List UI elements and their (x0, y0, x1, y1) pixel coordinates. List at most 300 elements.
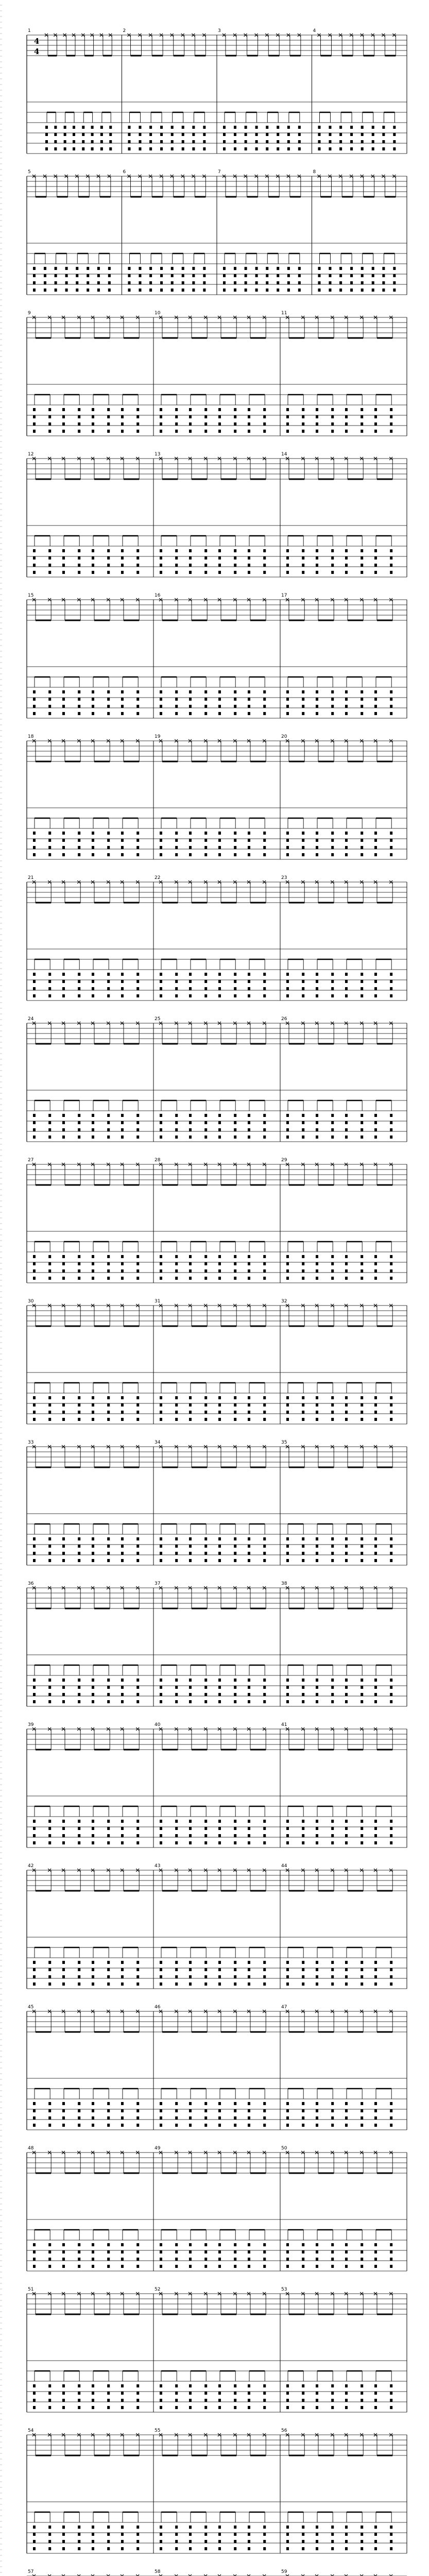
tab-fret (204, 853, 207, 856)
tab-fret (302, 2258, 304, 2261)
tab-fret (48, 1128, 51, 1131)
tab-fret (136, 994, 139, 997)
tab-fret (33, 564, 36, 567)
tab-fret (33, 2102, 36, 2105)
tab-fret (204, 832, 207, 835)
tab-fret (100, 147, 103, 150)
tab-fret (78, 1700, 80, 1703)
tab-fret (175, 2116, 178, 2120)
tab-fret (263, 2265, 266, 2268)
measure-number: 3 (218, 28, 221, 33)
tab-fret (92, 1136, 94, 1139)
tab-fret (329, 274, 331, 277)
measure-number: 26 (281, 1016, 287, 1022)
tab-fret (248, 1827, 250, 1830)
tab-fret (248, 1269, 250, 1273)
tab-fret (331, 839, 334, 842)
measure-number: 4 (313, 28, 316, 33)
tab-fret (108, 274, 111, 277)
tab-fret (204, 1545, 207, 1548)
tab-fret (92, 2250, 94, 2253)
tab-fret (302, 1841, 304, 1844)
tab-fret (160, 690, 162, 693)
tab-fret (189, 549, 192, 552)
tab-fret (248, 2399, 250, 2402)
tab-fret (189, 1968, 192, 1971)
tab-fret (302, 1537, 304, 1540)
tab-fret (33, 2392, 36, 2395)
tab-fret (160, 549, 162, 552)
tab-fret (345, 1262, 348, 1265)
tab-fret (204, 2533, 207, 2536)
tab-fret (361, 281, 364, 284)
tab-fret (92, 2243, 94, 2246)
tab-fret (316, 1841, 318, 1844)
tab-fret (248, 556, 250, 560)
tab-fret (160, 1255, 162, 1258)
tab-fret (218, 1552, 221, 1555)
tab-fret (107, 1121, 110, 1124)
tab-fret (136, 2526, 139, 2529)
tab-fret (121, 564, 124, 567)
tab-fret (189, 1679, 192, 1682)
tab-fret (160, 1975, 162, 1978)
tab-fret (302, 415, 304, 418)
tab-fret (302, 1128, 304, 1131)
tab-fret (175, 2243, 178, 2246)
tab-fret (189, 973, 192, 976)
tab-fret (107, 2526, 110, 2529)
tab-fret (218, 549, 221, 552)
tab-fret (204, 973, 207, 976)
tab-fret (62, 712, 65, 715)
tab-fret (345, 1418, 348, 1421)
tab-fret (62, 1411, 65, 1414)
system (27, 2287, 407, 2412)
tab-fret (248, 2124, 250, 2127)
tab-fret (390, 2258, 392, 2261)
tab-fret (64, 126, 66, 129)
tab-fret (255, 267, 258, 270)
tab-fret (78, 2540, 80, 2543)
tab-fret (203, 274, 205, 277)
tab-fret (175, 1552, 178, 1555)
tab-fret (204, 549, 207, 552)
tab-fret (136, 2399, 139, 2402)
tab-fret (316, 705, 318, 708)
tab-fret (48, 1136, 51, 1139)
tab-fret (263, 1841, 266, 1844)
tab-fret (136, 980, 139, 983)
tab-fret (286, 2265, 289, 2268)
tab-fret (48, 2526, 51, 2529)
tab-fret (372, 267, 374, 270)
tab-fret (234, 832, 236, 835)
tab-fret (107, 1679, 110, 1682)
tab-fret (277, 126, 279, 129)
tab-fret (160, 853, 162, 856)
measure (28, 1722, 153, 1848)
tab-fret (160, 571, 162, 574)
tab-fret (160, 564, 162, 567)
tab-fret (160, 2540, 162, 2543)
measure (218, 28, 312, 154)
measure-number: 16 (155, 593, 161, 598)
tab-fret (33, 690, 36, 693)
tab-fret (302, 430, 304, 433)
tab-fret (78, 1262, 80, 1265)
tab-fret (331, 1834, 334, 1837)
tab-fret (345, 1277, 348, 1280)
tab-fret (361, 556, 363, 560)
tab-fret (234, 2406, 236, 2409)
tab-fret (160, 415, 162, 418)
tab-fret (78, 2265, 80, 2268)
tab-fret (223, 267, 226, 270)
measure-number: 48 (28, 2146, 34, 2151)
tab-fret (263, 1269, 266, 1273)
tab-fret (175, 2250, 178, 2253)
tab-fret (248, 1121, 250, 1124)
tab-fret (33, 2540, 36, 2543)
system (27, 1581, 407, 1706)
tab-fret (45, 133, 48, 136)
tab-fret (92, 2258, 94, 2261)
tab-fret (234, 2258, 236, 2261)
tab-fret (316, 1269, 318, 1273)
tab-fret (286, 839, 289, 842)
tab-fret (45, 147, 48, 150)
tab-fret (234, 1841, 236, 1844)
tab-fret (361, 980, 363, 983)
tab-fret (390, 2406, 392, 2409)
tab-fret (331, 1686, 334, 1689)
measure (281, 875, 407, 1001)
tab-fret (203, 140, 205, 143)
tab-fret (331, 1961, 334, 1964)
tab-fret (78, 2526, 80, 2529)
tab-fret (121, 1269, 124, 1273)
tab-fret (286, 422, 289, 426)
tab-fret (374, 980, 377, 983)
tab-fret (361, 1255, 363, 1258)
tab-fret (316, 2547, 318, 2550)
tab-fret (48, 1396, 51, 1399)
tab-fret (107, 2243, 110, 2246)
tab-fret (218, 2540, 221, 2543)
measure (28, 2146, 153, 2271)
tab-fret (218, 1545, 221, 1548)
tab-fret (361, 698, 363, 701)
tab-fret (390, 839, 392, 842)
tab-fret (149, 289, 152, 292)
measure-number: 51 (28, 2287, 34, 2292)
tab-fret (62, 839, 65, 842)
tab-fret (331, 1262, 334, 1265)
tab-fret (263, 1545, 266, 1548)
tab-fret (65, 267, 68, 270)
tab-fret (263, 415, 266, 418)
tab-fret (62, 2384, 65, 2387)
tab-fret (160, 1418, 162, 1421)
tab-fret (286, 1827, 289, 1830)
tab-fret (139, 140, 141, 143)
tab-fret (92, 2124, 94, 2127)
tab-fret (255, 126, 258, 129)
measure (155, 734, 280, 859)
tab-fret (136, 712, 139, 715)
tab-fret (62, 980, 65, 983)
tab-fret (175, 987, 178, 990)
tab-fret (121, 1403, 124, 1406)
tab-fret (302, 1262, 304, 1265)
tab-fret (234, 1820, 236, 1823)
tab-fret (298, 289, 301, 292)
tab-fret (302, 2547, 304, 2550)
tab-fret (78, 1136, 80, 1139)
tab-fret (139, 133, 141, 136)
tab-fret (263, 408, 266, 411)
tab-fret (189, 1537, 192, 1540)
tab-fret (218, 1128, 221, 1131)
tab-fret (136, 690, 139, 693)
tab-fret (263, 1693, 266, 1696)
tab-fret (361, 1975, 363, 1978)
tab-fret (234, 2109, 236, 2112)
tab-fret (92, 2102, 94, 2105)
system (27, 2146, 407, 2271)
tab-fret (107, 2250, 110, 2253)
tab-fret (331, 2124, 334, 2127)
tab-fret (92, 2533, 94, 2536)
tab-fret (218, 2399, 221, 2402)
tab-fret (91, 126, 94, 129)
tab-fret (234, 274, 236, 277)
tab-fret (361, 1277, 363, 1280)
tab-fret (78, 1834, 80, 1837)
tab-fret (48, 415, 51, 418)
tab-fret (218, 1827, 221, 1830)
tab-fret (189, 987, 192, 990)
tab-fret (331, 2406, 334, 2409)
tab-fret (48, 2265, 51, 2268)
tab-fret (92, 1827, 94, 1830)
tab-fret (374, 832, 377, 835)
tab-fret (331, 2540, 334, 2543)
tab-fret (374, 1114, 377, 1117)
tab-fret (374, 1545, 377, 1548)
tab-fret (48, 2540, 51, 2543)
tab-fret (160, 2406, 162, 2409)
tab-fret (318, 133, 321, 136)
tab-fret (331, 980, 334, 983)
tab-fret (136, 1552, 139, 1555)
tab-fret (361, 133, 364, 136)
tab-fret (204, 698, 207, 701)
tab-fret (160, 1396, 162, 1399)
tab-fret (136, 571, 139, 574)
tab-fret (361, 832, 363, 835)
tab-fret (107, 690, 110, 693)
tab-fret (92, 1418, 94, 1421)
tab-fret (286, 2102, 289, 2105)
tab-fret (286, 1121, 289, 1124)
tab-fret (390, 1545, 392, 1548)
tab-fret (218, 1411, 221, 1414)
tab-fret (223, 274, 226, 277)
tab-fret (234, 853, 236, 856)
tab-fret (64, 147, 66, 150)
tab-fret (136, 2109, 139, 2112)
tab-fret (33, 1820, 36, 1823)
tab-fret (171, 267, 174, 270)
tab-fret (234, 1396, 236, 1399)
tab-fret (218, 698, 221, 701)
tab-fret (234, 1827, 236, 1830)
tab-fret (192, 267, 195, 270)
tab-fret (33, 281, 36, 284)
tab-fret (204, 415, 207, 418)
tab-fret (107, 839, 110, 842)
tab-fret (390, 1277, 392, 1280)
tab-fret (390, 1686, 392, 1689)
tab-fret (234, 1982, 236, 1986)
tab-fret (339, 281, 342, 284)
tab-fret (149, 147, 152, 150)
tab-fret (204, 1834, 207, 1837)
tab-fret (160, 1411, 162, 1414)
tab-fret (331, 2547, 334, 2550)
tab-fret (255, 147, 258, 150)
tab-fret (97, 274, 100, 277)
tab-fret (248, 973, 250, 976)
tab-fret (218, 1686, 221, 1689)
tab-fret (234, 571, 236, 574)
tab-fret (121, 1841, 124, 1844)
tab-fret (136, 1403, 139, 1406)
tab-fret (139, 126, 141, 129)
tab-fret (345, 430, 348, 433)
tab-fret (189, 2399, 192, 2402)
tab-fret (374, 2250, 377, 2253)
measure (28, 875, 153, 1001)
tab-fret (92, 853, 94, 856)
tab-fret (345, 422, 348, 426)
tab-fret (374, 1537, 377, 1540)
tab-fret (318, 126, 321, 129)
tab-fret (350, 133, 353, 136)
tab-fret (382, 281, 385, 284)
tab-fret (234, 994, 236, 997)
tab-fret (234, 564, 236, 567)
tab-fret (92, 2109, 94, 2112)
tab-fret (121, 2384, 124, 2387)
tab-fret (48, 839, 51, 842)
tab-fret (107, 1961, 110, 1964)
tab-fret (345, 1968, 348, 1971)
tab-fret (48, 564, 51, 567)
tab-fret (374, 2392, 377, 2395)
tab-fret (121, 1559, 124, 1562)
tab-fret (390, 1982, 392, 1986)
tab-fret (361, 1679, 363, 1682)
tab-fret (204, 705, 207, 708)
tab-fret (92, 1277, 94, 1280)
tab-fret (339, 140, 342, 143)
tab-fret (121, 1827, 124, 1830)
tab-fret (92, 1968, 94, 1971)
tab-fret (121, 1820, 124, 1823)
tab-fret (136, 698, 139, 701)
tab-fret (390, 853, 392, 856)
tab-fret (189, 1121, 192, 1124)
tab-fret (78, 1121, 80, 1124)
measure-number: 53 (281, 2287, 287, 2292)
tab-fret (286, 1679, 289, 1682)
tab-fret (248, 994, 250, 997)
tab-fret (331, 698, 334, 701)
measure-number: 49 (155, 2146, 161, 2151)
tab-fret (149, 126, 152, 129)
tab-fret (62, 1968, 65, 1971)
tab-fret (218, 1403, 221, 1406)
tab-fret (189, 2406, 192, 2409)
tab-fret (189, 980, 192, 983)
tab-fret (263, 1128, 266, 1131)
tab-fret (48, 1121, 51, 1124)
tab-fret (234, 1136, 236, 1139)
tab-fret (372, 274, 374, 277)
tab-fret (302, 690, 304, 693)
tab-fret (393, 274, 396, 277)
tab-fret (203, 289, 205, 292)
tab-fret (223, 147, 226, 150)
tab-fret (62, 987, 65, 990)
tab-fret (204, 1552, 207, 1555)
tab-fret (62, 1136, 65, 1139)
tab-fret (108, 289, 111, 292)
tab-fret (263, 2124, 266, 2127)
tab-fret (390, 994, 392, 997)
tab-fret (302, 2116, 304, 2120)
tab-fret (345, 2533, 348, 2536)
tab-fret (316, 2526, 318, 2529)
tab-fret (248, 853, 250, 856)
tab-fret (182, 281, 184, 284)
tab-fret (55, 289, 57, 292)
tab-fret (316, 1679, 318, 1682)
tab-fret (62, 1114, 65, 1117)
tab-fret (263, 698, 266, 701)
tab-fret (248, 1968, 250, 1971)
tab-fret (136, 1559, 139, 1562)
tab-fret (234, 2265, 236, 2268)
tab-fret (316, 1277, 318, 1280)
tab-fret (374, 2384, 377, 2387)
tab-fret (316, 1686, 318, 1689)
tab-fret (345, 1693, 348, 1696)
tab-fret (390, 422, 392, 426)
tab-fret (234, 705, 236, 708)
tab-fret (318, 267, 321, 270)
tab-fret (263, 1418, 266, 1421)
tab-fret (345, 1961, 348, 1964)
tab-fret (316, 1982, 318, 1986)
tab-fret (92, 549, 94, 552)
tab-fret (175, 2540, 178, 2543)
tab-fret (248, 1114, 250, 1117)
tab-fret (374, 1975, 377, 1978)
